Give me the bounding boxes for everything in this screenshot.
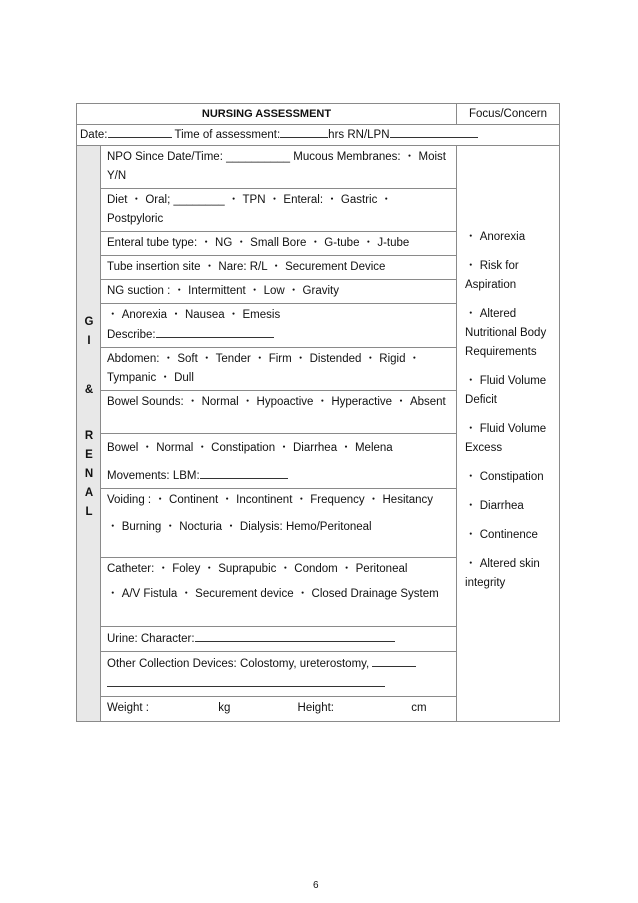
- time-label: Time of assessment:: [174, 129, 281, 141]
- catheter-text: Catheter: ・ Foley ・ Suprapubic ・ Condom ・ Peritoneal: [107, 563, 408, 575]
- side-letter: R: [84, 430, 94, 442]
- npo-row: NPO Since Date/Time: __________ Mucous Membranes: ・ Moist Y/N: [101, 146, 457, 189]
- lbm-blank[interactable]: [200, 466, 288, 479]
- voiding-text: Voiding : ・ Continent ・ Incontinent ・ Frequency ・ Hesitancy: [107, 494, 433, 506]
- ng-suction-row: NG suction : ・ Intermittent ・ Low ・ Gravity: [101, 280, 457, 304]
- nursing-assessment-table: [76, 103, 560, 722]
- focus-item: ・ Diarrhea: [465, 500, 524, 512]
- focus-item: ・ Fluid Volume Excess: [465, 423, 547, 454]
- other-devices-line-2: [107, 674, 450, 694]
- focus-concern-column: [457, 146, 560, 722]
- page-number: 6: [313, 880, 319, 891]
- movements-label: Movements: LBM:: [107, 470, 200, 482]
- side-letter: I: [87, 335, 91, 347]
- urine-blank[interactable]: [195, 629, 395, 642]
- urine-row: [101, 627, 457, 652]
- focus-item: ・ Continence: [465, 529, 538, 541]
- weight-height-row: [101, 697, 457, 722]
- describe-label: Describe:: [107, 329, 156, 341]
- rn-lpn-blank[interactable]: [390, 125, 478, 138]
- voiding-row: [101, 489, 457, 558]
- catheter-text-2: ・ A/V Fistula ・ Securement device ・ Closed Drainage System: [107, 588, 439, 600]
- side-letter: E: [85, 449, 93, 461]
- describe-line: [107, 325, 450, 345]
- catheter-row: [101, 558, 457, 627]
- movements-line: [107, 466, 450, 486]
- height-label: Height:: [297, 702, 334, 714]
- date-label: Date:: [80, 129, 108, 141]
- urine-label: Urine: Character:: [107, 633, 195, 645]
- weight-label: Weight :: [107, 702, 149, 714]
- symptoms-text: ・ Anorexia ・ Nausea ・ Emesis: [107, 309, 281, 321]
- other-devices-line: [107, 654, 450, 674]
- bowel-sounds-row: Bowel Sounds: ・ Normal ・ Hypoactive ・ Hyperactive ・ Absent: [101, 391, 457, 434]
- bowel-row: [101, 434, 457, 489]
- focus-header: Focus/Concern: [457, 104, 560, 125]
- focus-item: ・ Risk for Aspiration: [465, 260, 519, 291]
- time-blank[interactable]: [280, 125, 328, 138]
- focus-item: ・ Altered Nutritional Body Requirements: [465, 308, 547, 358]
- tube-site-row: Tube insertion site ・ Nare: R/L ・ Securement Device: [101, 256, 457, 280]
- side-letter: L: [85, 506, 93, 518]
- hrs-label: hrs RN/LPN: [328, 129, 390, 141]
- tube-type-row: Enteral tube type: ・ NG ・ Small Bore ・ G-tube ・ J-tube: [101, 232, 457, 256]
- focus-item: ・ Fluid Volume Deficit: [465, 375, 547, 406]
- date-row: [77, 125, 560, 146]
- assessment-title: NURSING ASSESSMENT: [77, 104, 457, 125]
- other-devices-row: [101, 652, 457, 697]
- cm-label: cm: [411, 702, 427, 714]
- side-letter: A: [84, 487, 94, 499]
- focus-item: ・ Anorexia: [465, 231, 526, 243]
- side-letter: G: [84, 316, 94, 328]
- focus-list: [465, 228, 565, 603]
- side-letter: &: [84, 384, 94, 396]
- voiding-text-2: ・ Burning ・ Nocturia ・ Dialysis: Hemo/Peritoneal: [107, 521, 372, 533]
- abdomen-row: Abdomen: ・ Soft ・ Tender ・ Firm ・ Distended ・ Rigid ・Tympanic ・ Dull: [101, 348, 457, 391]
- other-devices-label: Other Collection Devices: Colostomy, ureterostomy,: [107, 658, 370, 670]
- other-devices-blank[interactable]: [372, 654, 416, 667]
- describe-blank[interactable]: [156, 325, 274, 338]
- diet-row: Diet ・ Oral; ________ ・ TPN ・ Enteral: ・ Gastric ・ Postpyloric: [101, 189, 457, 232]
- focus-item: ・ Constipation: [465, 471, 544, 483]
- kg-label: kg: [218, 702, 231, 714]
- symptoms-row: [101, 304, 457, 348]
- gi-renal-side-label: [77, 146, 101, 722]
- side-letter: N: [84, 468, 94, 480]
- bowel-text: Bowel ・ Normal ・ Constipation ・ Diarrhea ・ Melena: [107, 442, 393, 454]
- date-blank[interactable]: [108, 125, 172, 138]
- other-devices-blank-2[interactable]: [107, 674, 385, 687]
- focus-item: ・ Altered skin integrity: [465, 558, 540, 589]
